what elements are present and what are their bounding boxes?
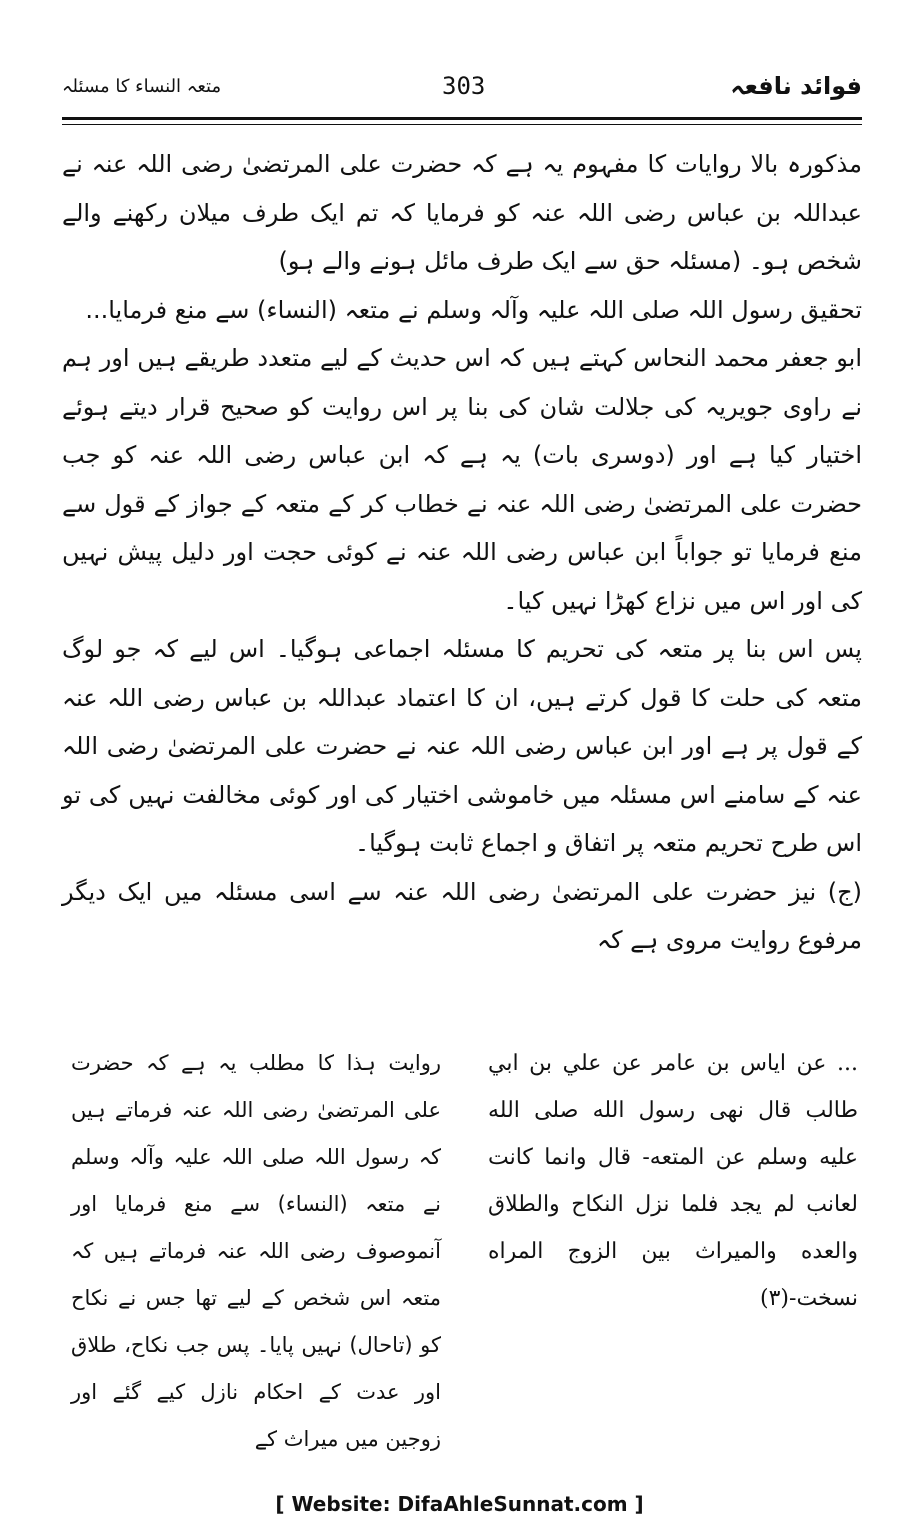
main-text [62, 140, 862, 965]
book-title: فوائد نافعہ [730, 72, 862, 100]
website-footer: [ Website: DifaAhleSunnat.com ] [275, 1492, 644, 1516]
paragraph-marfu: (ج) نیز حضرت علی المرتضیٰ رضی اللہ عنہ سے اسی مسئلہ میں ایک دیگر مرفوع روایت مروی ہے کہ [62, 877, 862, 954]
chapter-title: متعہ النساء کا مسئلہ [62, 76, 222, 97]
paragraph-hadith-heading: تحقیق رسول اللہ صلی اللہ علیہ وآلہ وسلم نے متعہ (النساء) سے منع فرمایا... [85, 295, 862, 324]
header-rule-thick [62, 117, 862, 120]
paragraph-ijma: پس اس بنا پر متعہ کی تحریم کا مسئلہ اجماعی ہوگیا۔ اس لیے کہ جو لوگ متعہ کی حلت کا قول کرتے ہیں، ان کا اعتماد عبداللہ بن عباس رضی اللہ عنہ کے قول پر ہے اور ابن عباس رضی اللہ عنہ نے حضرت علی المرتضیٰ رضی اللہ عنہ کے سامنے اس مسئلہ میں خاموشی اختیار کی اور کوئی مخالفت نہیں کی تو اس طرح تحریم متعہ پر اتفاق و اجماع ثابت ہوگیا۔ [62, 635, 862, 857]
arabic-column [488, 1040, 858, 1322]
paragraph-nahhas: ابو جعفر محمد النحاس کہتے ہیں کہ اس حدیث کے لیے متعدد طریقے ہیں اور ہم نے راوی جویریہ کی جلالت شان کی بنا پر اس روایت کو صحیح قرار دیتے ہوئے اختیار کیا ہے اور (دوسری بات) یہ ہے کہ ابن عباس رضی اللہ عنہ کو جب حضرت علی المرتضیٰ رضی اللہ عنہ نے خطاب کر کے متعہ کے جواز کے قول سے منع فرمایا تو جواباً ابن عباس رضی اللہ عنہ نے کوئی حجت اور دلیل پیش نہیں کی اور اس میں نزاع کھڑا نہیں کیا۔ [62, 344, 862, 615]
page-header [62, 70, 862, 110]
paragraph-summary: مذکورہ بالا روایات کا مفہوم یہ ہے کہ حضرت علی المرتضیٰ رضی اللہ عنہ نے عبداللہ بن عباس رضی اللہ عنہ کو فرمایا کہ تم ایک طرف میلان رکھنے والے شخص ہو۔ (مسئلہ حق سے ایک طرف مائل ہونے والے ہو) [62, 150, 862, 275]
page-number: 303 [442, 72, 486, 100]
arabic-text: ... عن اياس بن عامر عن علي بن ابي طالب قال نهى رسول الله صلى الله عليه وسلم عن المتعه- قال وانما كانت لعانب لم يجد فلما نزل النكاح والطلاق والعده والميراث بين الزوج المراه نسخت-(٣) [488, 1051, 858, 1311]
translation-text: روایت ہذا کا مطلب یہ ہے کہ حضرت علی المرتضیٰ رضی اللہ عنہ فرماتے ہیں کہ رسول اللہ صلی اللہ علیہ وآلہ وسلم نے متعہ (النساء) سے منع فرمایا اور آنموصوف رضی اللہ عنہ فرماتے ہیں کہ متعہ اس شخص کے لیے تھا جس نے نکاح کو (تاحال) نہیں پایا۔ پس جب نکاح، طلاق اور عدت کے احکام نازل کیے گئے اور زوجین میں میراث کے [71, 1051, 441, 1451]
translation-column [71, 1040, 441, 1463]
header-rule-thin [62, 124, 862, 125]
